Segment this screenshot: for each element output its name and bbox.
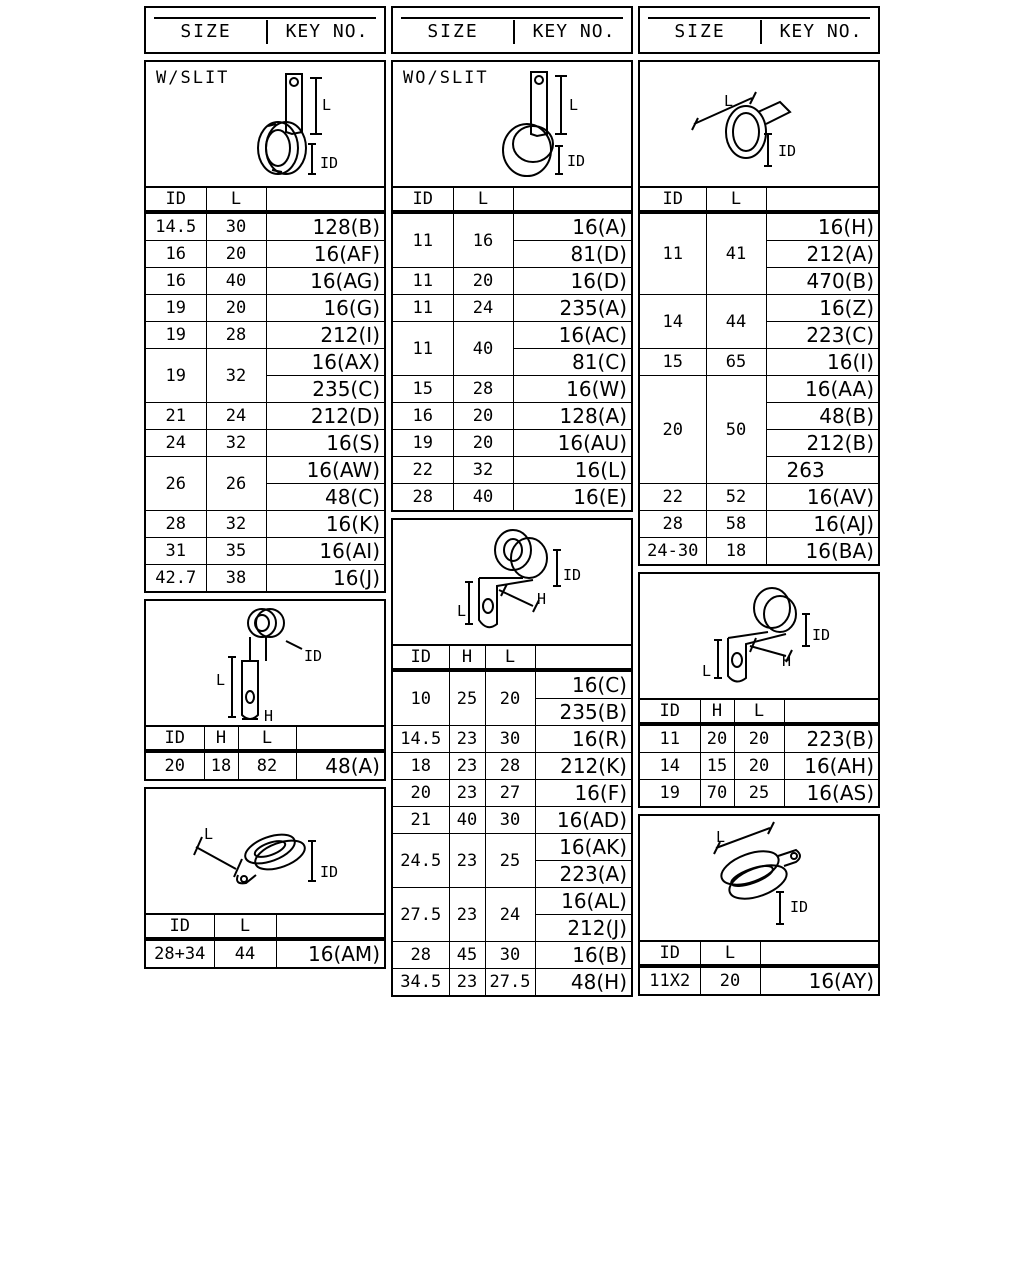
col-header-l: L [238, 727, 296, 751]
section-offset-clamp [391, 518, 633, 997]
col-header-id: ID [640, 188, 706, 212]
section-clamp-with-leg [144, 599, 386, 781]
key-number: 16(B) [535, 942, 631, 969]
key-number: 48(C) [266, 484, 384, 511]
column-2 [391, 6, 633, 997]
table-row: 28 40 16(E) [393, 484, 631, 511]
key-number: 223(B) [784, 724, 878, 753]
dim-id-label: ID [320, 863, 339, 881]
table-row: 14 44 16(Z) [640, 295, 878, 322]
figure-ring-clamp [640, 62, 878, 188]
key-number: 16(AA) [766, 376, 878, 403]
section-ring-clamp [638, 60, 880, 566]
col-header-l: L [206, 188, 266, 212]
key-number: 16(C) [535, 670, 631, 699]
size-table-ring-clamp [640, 188, 878, 564]
key-number: 16(AC) [513, 322, 631, 349]
key-number: 212(B) [766, 430, 878, 457]
section-offset-ring-clamp [638, 572, 880, 808]
table-row: 19 32 16(AX) [146, 349, 384, 376]
key-number: 223(A) [535, 861, 631, 888]
table-row: 11 41 16(H) [640, 212, 878, 241]
column-1 [144, 6, 386, 969]
key-number: 16(D) [513, 268, 631, 295]
table-row: 16 40 16(AG) [146, 268, 384, 295]
offset-ring-clamp-drawing [640, 574, 878, 698]
col-header-id: ID [640, 700, 700, 724]
col-header-l: L [700, 942, 760, 966]
ring-clamp-drawing [640, 62, 878, 186]
figure-twin-clamp [640, 816, 878, 942]
dim-l-label: L [724, 92, 734, 110]
table-row: 20 18 82 48(A) [146, 751, 384, 779]
key-number: 212(K) [535, 753, 631, 780]
dim-l-label: L [702, 662, 712, 680]
key-number: 16(R) [535, 726, 631, 753]
section-twin-clamp [638, 814, 880, 996]
table-row: 19 20 16(G) [146, 295, 384, 322]
key-number: 16(AI) [266, 538, 384, 565]
col-header-l: L [706, 188, 766, 212]
key-number: 16(Z) [766, 295, 878, 322]
table-row: 16 20 16(AF) [146, 241, 384, 268]
column-header [144, 6, 386, 54]
dim-id-label: ID [567, 152, 586, 170]
table-row: 16 20 128(A) [393, 403, 631, 430]
table-row: 31 35 16(AI) [146, 538, 384, 565]
key-number: 16(AM) [276, 939, 384, 967]
key-number: 48(A) [296, 751, 384, 779]
size-header: SIZE [427, 21, 479, 42]
key-number: 235(C) [266, 376, 384, 403]
table-row: 11 20 16(D) [393, 268, 631, 295]
key-number: 16(AY) [760, 966, 878, 994]
col-header-h: H [449, 646, 485, 670]
key-number: 128(B) [266, 212, 384, 241]
table-row: 22 32 16(L) [393, 457, 631, 484]
key-number: 16(AF) [266, 241, 384, 268]
table-row: 14.5 30 128(B) [146, 212, 384, 241]
key-number: 16(K) [266, 511, 384, 538]
table-row: 11 16 16(A) [393, 212, 631, 241]
key-number: 16(L) [513, 457, 631, 484]
key-number: 16(AU) [513, 430, 631, 457]
section-w-slit [144, 60, 386, 593]
section-wo-slit [391, 60, 633, 512]
table-row: 14 15 20 16(AH) [640, 753, 878, 780]
table-row: 28+34 44 16(AM) [146, 939, 384, 967]
size-table-offset-clamp [393, 646, 631, 995]
section-label: W/SLIT [156, 68, 230, 88]
figure-wo-slit-clamp [393, 62, 631, 188]
key-number: 16(AJ) [766, 511, 878, 538]
column-header [638, 6, 880, 54]
table-row: 34.5 23 27.5 48(H) [393, 969, 631, 996]
dim-id-label: ID [563, 566, 582, 584]
dim-id-label: ID [304, 647, 323, 665]
size-header: SIZE [180, 21, 232, 42]
col-header-id: ID [146, 915, 214, 939]
col-header-id: ID [393, 646, 449, 670]
size-table-w-slit [146, 188, 384, 591]
dim-h-label: H [782, 652, 792, 670]
offset-clamp-drawing [393, 520, 631, 644]
dim-l-label: L [216, 671, 226, 689]
key-no-header: KEY NO. [779, 21, 863, 42]
key-number: 81(D) [513, 241, 631, 268]
key-number: 212(J) [535, 915, 631, 942]
dim-id-label: ID [812, 626, 831, 644]
key-number: 16(AL) [535, 888, 631, 915]
key-number: 16(AW) [266, 457, 384, 484]
key-number: 16(AX) [266, 349, 384, 376]
size-table-wo-slit [393, 188, 631, 510]
key-number: 212(D) [266, 403, 384, 430]
section-double-clamp [144, 787, 386, 969]
key-number: 263 [766, 457, 878, 484]
table-row: 11 40 16(AC) [393, 322, 631, 349]
key-number: 16(W) [513, 376, 631, 403]
dim-h-label: H [264, 707, 274, 725]
key-number: 16(G) [266, 295, 384, 322]
key-number: 470(B) [766, 268, 878, 295]
key-number: 81(C) [513, 349, 631, 376]
col-header-id: ID [640, 942, 700, 966]
size-table-clamp-with-leg [146, 727, 384, 779]
clamp-wo-slit-drawing [393, 62, 631, 186]
table-row: 28 58 16(AJ) [640, 511, 878, 538]
table-row: 24-30 18 16(BA) [640, 538, 878, 565]
section-label: WO/SLIT [403, 68, 489, 88]
col-header-h: H [700, 700, 734, 724]
table-row: 27.5 23 24 16(AL) [393, 888, 631, 915]
table-row: 19 70 25 16(AS) [640, 780, 878, 807]
dim-l-label: L [716, 828, 726, 846]
key-number: 16(AV) [766, 484, 878, 511]
dim-l-label: L [569, 96, 579, 114]
table-row: 15 28 16(W) [393, 376, 631, 403]
table-row: 22 52 16(AV) [640, 484, 878, 511]
key-number: 16(I) [766, 349, 878, 376]
clamp-leg-drawing [146, 601, 384, 725]
col-header-id: ID [393, 188, 453, 212]
twin-clamp-drawing [640, 816, 878, 940]
key-number: 16(E) [513, 484, 631, 511]
key-number: 212(A) [766, 241, 878, 268]
clamp-w-slit-drawing [146, 62, 384, 186]
table-row: 10 25 20 16(C) [393, 670, 631, 699]
key-number: 16(AS) [784, 780, 878, 807]
figure-offset-ring-clamp [640, 574, 878, 700]
size-table-twin-clamp [640, 942, 878, 994]
key-number: 16(H) [766, 212, 878, 241]
double-clamp-drawing [146, 789, 384, 913]
key-no-header: KEY NO. [532, 21, 616, 42]
key-number: 212(I) [266, 322, 384, 349]
size-table-double-clamp [146, 915, 384, 967]
figure-offset-clamp [393, 520, 631, 646]
key-number: 128(A) [513, 403, 631, 430]
table-row: 11 20 20 223(B) [640, 724, 878, 753]
dim-l-label: L [457, 602, 467, 620]
key-number: 16(A) [513, 212, 631, 241]
col-header-id: ID [146, 188, 206, 212]
col-header-id: ID [146, 727, 204, 751]
col-header-h: H [204, 727, 238, 751]
table-row: 11 24 235(A) [393, 295, 631, 322]
size-header: SIZE [674, 21, 726, 42]
dim-id-label: ID [790, 898, 809, 916]
table-row: 18 23 28 212(K) [393, 753, 631, 780]
size-table-offset-ring-clamp [640, 700, 878, 806]
dim-id-label: ID [320, 154, 339, 172]
column-header [391, 6, 633, 54]
key-number: 223(C) [766, 322, 878, 349]
key-number: 16(J) [266, 565, 384, 592]
dim-h-label: H [537, 590, 547, 608]
key-number: 16(BA) [766, 538, 878, 565]
table-row: 15 65 16(I) [640, 349, 878, 376]
table-row: 24 32 16(S) [146, 430, 384, 457]
table-row: 21 40 30 16(AD) [393, 807, 631, 834]
table-row: 24.5 23 25 16(AK) [393, 834, 631, 861]
figure-double-clamp [146, 789, 384, 915]
dim-l-label: L [322, 96, 332, 114]
table-row: 21 24 212(D) [146, 403, 384, 430]
key-number: 16(AD) [535, 807, 631, 834]
key-number: 48(B) [766, 403, 878, 430]
table-row: 19 20 16(AU) [393, 430, 631, 457]
table-row: 20 23 27 16(F) [393, 780, 631, 807]
key-number: 48(H) [535, 969, 631, 996]
figure-clamp-with-leg [146, 601, 384, 727]
key-no-header: KEY NO. [285, 21, 369, 42]
table-row: 28 32 16(K) [146, 511, 384, 538]
table-row: 42.7 38 16(J) [146, 565, 384, 592]
key-number: 235(B) [535, 699, 631, 726]
col-header-l: L [734, 700, 784, 724]
table-row: 19 28 212(I) [146, 322, 384, 349]
col-header-l: L [453, 188, 513, 212]
column-3 [638, 6, 880, 996]
figure-w-slit-clamp [146, 62, 384, 188]
table-row: 20 50 16(AA) [640, 376, 878, 403]
key-number: 16(AG) [266, 268, 384, 295]
key-number: 235(A) [513, 295, 631, 322]
table-row: 14.5 23 30 16(R) [393, 726, 631, 753]
key-number: 16(AK) [535, 834, 631, 861]
dim-l-label: L [204, 825, 214, 843]
table-row: 28 45 30 16(B) [393, 942, 631, 969]
col-header-l: L [214, 915, 276, 939]
key-number: 16(AH) [784, 753, 878, 780]
key-number: 16(S) [266, 430, 384, 457]
col-header-l: L [485, 646, 535, 670]
key-number: 16(F) [535, 780, 631, 807]
dim-id-label: ID [778, 142, 797, 160]
table-row: 26 26 16(AW) [146, 457, 384, 484]
table-row: 11X2 20 16(AY) [640, 966, 878, 994]
